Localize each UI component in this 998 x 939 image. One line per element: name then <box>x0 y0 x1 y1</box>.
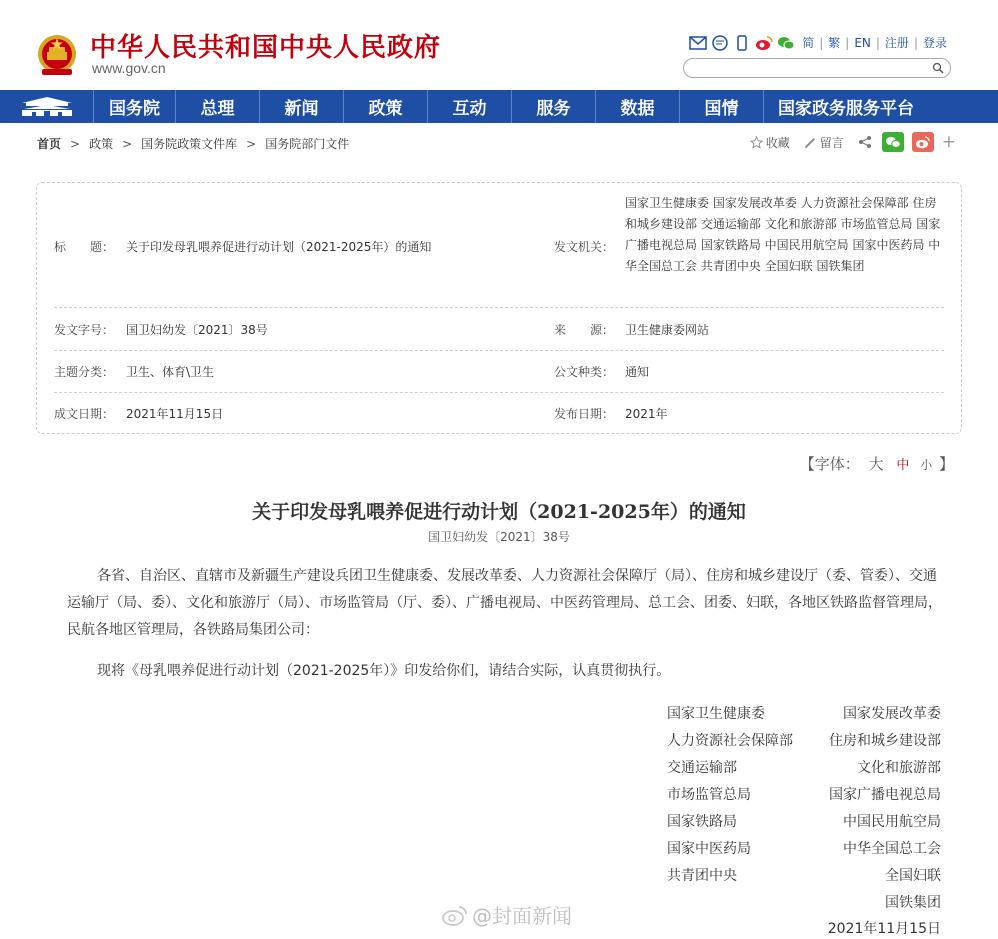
document-info-table <box>36 182 962 434</box>
lang-simplified-link[interactable]: 简 <box>802 36 815 50</box>
signature-right: 国家广播电视总局 <box>829 787 941 803</box>
separator: | <box>875 35 880 50</box>
publish-date-value: 2021年 <box>625 407 668 421</box>
share-toolbar <box>750 132 956 152</box>
article-doc-number: 国卫妇幼发〔2021〕38号 <box>428 530 570 544</box>
doc-type-label: 公文种类： <box>554 365 615 379</box>
signature-left: 共青团中央 <box>667 868 737 884</box>
search-input[interactable] <box>683 58 951 78</box>
separator: | <box>913 35 918 50</box>
signature-left: 国家铁路局 <box>667 814 737 830</box>
nav-item-services[interactable]: 服务 <box>512 90 596 123</box>
favorite-button[interactable] <box>750 134 790 151</box>
publish-date-label: 发布日期： <box>554 407 615 421</box>
site-title[interactable]: 中华人民共和国中央人民政府 <box>90 33 442 63</box>
tiananmen-icon <box>18 95 76 119</box>
mobile-icon[interactable] <box>733 35 751 51</box>
article-title: 关于印发母乳喂养促进行动计划（2021-2025年）的通知 <box>252 501 746 523</box>
wechat-share-button[interactable] <box>882 132 904 152</box>
signature-right: 全国妇联 <box>885 868 941 884</box>
comment-label: 留言 <box>819 135 844 150</box>
written-date-value: 2021年11月15日 <box>126 407 224 421</box>
site-header <box>0 0 998 90</box>
breadcrumb-separator: > <box>70 136 81 151</box>
title-value: 关于印发母乳喂养促进行动计划（2021-2025年）的通知 <box>126 240 432 254</box>
breadcrumb <box>37 135 349 152</box>
login-link[interactable]: 登录 <box>922 36 947 50</box>
row-divider <box>54 350 944 351</box>
main-nav <box>0 90 998 123</box>
weibo-icon <box>915 136 931 149</box>
separator: | <box>845 35 850 50</box>
signature-right: 文化和旅游部 <box>857 760 941 776</box>
search-icon[interactable] <box>932 62 944 74</box>
comment-button[interactable] <box>804 134 844 151</box>
breadcrumb-policy-library[interactable]: 国务院政策文件库 <box>141 137 238 151</box>
breadcrumb-home[interactable]: 首页 <box>37 137 62 151</box>
signature-left: 国家中医药局 <box>667 841 751 857</box>
doc-number-label: 发文字号： <box>54 323 115 337</box>
row-divider <box>54 392 944 393</box>
wechat-icon[interactable] <box>777 35 795 51</box>
lang-en-link[interactable]: EN <box>854 35 871 50</box>
issuer-value: 国家卫生健康委 国家发展改革委 人力资源社会保障部 住房和城乡建设部 交通运输部 文化和旅游部 市场监管总局 国家广播电视总局 国家铁路局 中国民用航空局 国家中医药局 中华全国总工会 共青团中央 全国妇联 国铁集团 <box>625 196 941 273</box>
signature-left: 人力资源社会保障部 <box>667 733 793 749</box>
font-size-large[interactable]: 大 <box>868 455 884 473</box>
favorite-label: 收藏 <box>765 135 790 150</box>
written-date-label: 成文日期： <box>54 407 115 421</box>
pencil-icon <box>804 136 817 149</box>
font-size-small[interactable]: 小 <box>920 458 933 472</box>
topic-label: 主题分类： <box>54 365 115 379</box>
breadcrumb-policy[interactable]: 政策 <box>89 137 114 151</box>
breadcrumb-separator: > <box>246 136 257 151</box>
nav-item-service-platform[interactable]: 国家政务服务平台 <box>778 99 914 119</box>
row-divider <box>54 307 944 308</box>
source-label: 来 源： <box>554 323 615 337</box>
star-icon <box>750 136 763 149</box>
lang-traditional-link[interactable]: 繁 <box>828 36 841 50</box>
signature-right: 国家发展改革委 <box>843 706 941 722</box>
font-size-prefix: 【字体： <box>799 455 860 473</box>
nav-item-data[interactable]: 数据 <box>596 90 680 123</box>
signature-right: 国铁集团 <box>885 895 941 911</box>
article-paragraph: 现将《母乳喂养促进行动计划（2021-2025年）》印发给你们，请结合实际，认真贯彻执行。 <box>97 663 671 679</box>
site-url[interactable]: www.gov.cn <box>92 60 166 76</box>
article-paragraph: 各省、自治区、直辖市及新疆生产建设兵团卫生健康委、发展改革委、人力资源社会保障厅（局）、住房和城乡建设厅（委、管委）、交通运输厅（局、委）、文化和旅游厅（局）、市场监管局（厅、委）、广播电视局、中医药管理局、总工会、团委、妇联，各地区铁路监督管理局，民航各地区管理局，各铁路局集团公司： <box>67 568 942 638</box>
signature-right: 中国民用航空局 <box>843 814 941 830</box>
nav-item-national-conditions[interactable]: 国情 <box>680 90 764 123</box>
separator: | <box>819 35 824 50</box>
signature-right: 住房和城乡建设部 <box>829 733 941 749</box>
breadcrumb-separator: > <box>122 136 133 151</box>
weibo-icon[interactable] <box>755 35 773 51</box>
nav-home[interactable] <box>0 90 94 123</box>
register-link[interactable]: 注册 <box>884 36 909 50</box>
font-size-medium[interactable]: 中 <box>896 458 910 473</box>
weibo-share-button[interactable] <box>912 132 934 152</box>
signature-left: 国家卫生健康委 <box>667 706 765 722</box>
signature-date: 2021年11月15日 <box>827 921 941 937</box>
font-size-suffix: 】 <box>938 455 954 473</box>
nav-item-state-council[interactable]: 国务院 <box>94 90 176 123</box>
weibo-watermark-icon <box>442 904 468 926</box>
font-size-control <box>800 453 954 474</box>
signature-left: 交通运输部 <box>667 760 737 776</box>
message-icon[interactable] <box>711 35 729 51</box>
issuer-label: 发文机关： <box>554 240 615 254</box>
more-share-button[interactable]: + <box>941 132 956 152</box>
title-label: 标 题： <box>54 240 115 254</box>
nav-item-policy[interactable]: 政策 <box>344 90 428 123</box>
watermark-text: @封面新闻 <box>472 904 572 928</box>
mail-icon[interactable] <box>689 35 707 51</box>
watermark <box>442 900 572 929</box>
doc-type-value: 通知 <box>625 365 650 379</box>
wechat-icon <box>885 136 901 149</box>
nav-item-premier[interactable]: 总理 <box>176 90 260 123</box>
utility-links <box>689 34 950 51</box>
source-value: 卫生健康委网站 <box>625 323 710 337</box>
doc-number-value: 国卫妇幼发〔2021〕38号 <box>126 323 268 337</box>
signature-right: 中华全国总工会 <box>843 841 941 857</box>
signature-left: 市场监管总局 <box>667 787 751 803</box>
topic-value: 卫生、体育\卫生 <box>126 365 215 379</box>
national-emblem-icon[interactable] <box>36 33 78 77</box>
nav-item-news[interactable]: 新闻 <box>260 90 344 123</box>
nav-item-interaction[interactable]: 互动 <box>428 90 512 123</box>
share-icon[interactable] <box>858 135 872 149</box>
breadcrumb-department-docs[interactable]: 国务院部门文件 <box>265 137 350 151</box>
